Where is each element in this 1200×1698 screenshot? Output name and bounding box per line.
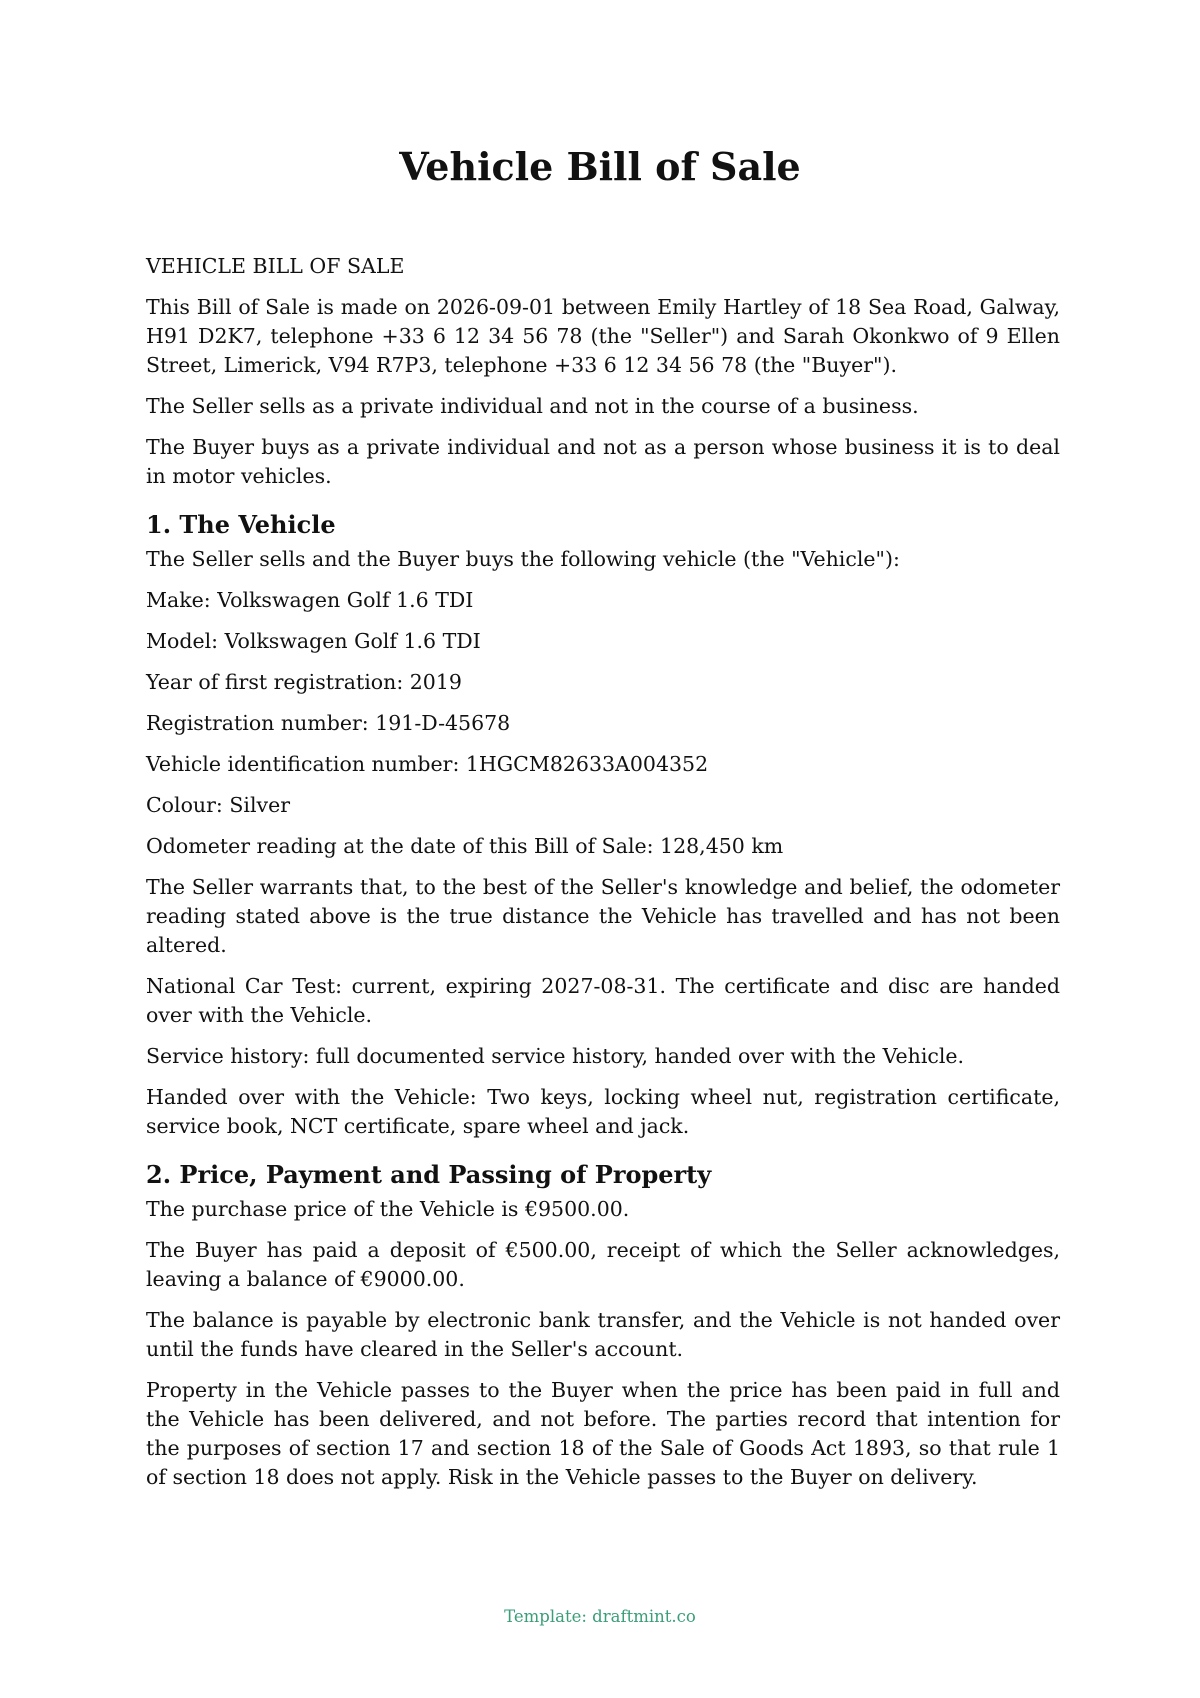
document-body [146, 252, 1060, 1504]
caps-heading: VEHICLE BILL OF SALE [146, 254, 405, 278]
seller-status-paragraph: The Seller sells as a private individual and not in the course of a business. [146, 394, 919, 418]
vehicle-registration: Registration number: 191-D-45678 [146, 711, 511, 735]
handover-items: Handed over with the Vehicle: Two keys, locking wheel nut, registration certificate, service book, NCT certificate, spare wheel and jack. [146, 1085, 1060, 1138]
document-title: Vehicle Bill of Sale [399, 144, 801, 189]
nct-status: National Car Test: current, expiring 2027-08-31. The certificate and disc are handed over with the Vehicle. [146, 974, 1060, 1027]
vehicle-vin: Vehicle identification number: 1HGCM82633A004352 [146, 752, 709, 776]
vehicle-colour: Colour: Silver [146, 793, 291, 817]
vehicle-odometer: Odometer reading at the date of this Bill of Sale: 128,450 km [146, 834, 784, 858]
service-history: Service history: full documented service history, handed over with the Vehicle. [146, 1044, 965, 1068]
odometer-warranty: The Seller warrants that, to the best of the Seller's knowledge and belief, the odometer reading stated above is the true distance the Vehicle has travelled and has not been altered. [146, 875, 1060, 957]
intro-paragraph: This Bill of Sale is made on 2026-09-01 between Emily Hartley of 18 Sea Road, Galway, H91 D2K7, telephone +33 6 12 34 56 78 (the "Seller") and Sarah Okonkwo of 9 Ellen Street, Limerick, V94 R7P3, telephone +33 6 12 34 56 78 (the "Buyer"). [146, 295, 1060, 377]
purchase-price: The purchase price of the Vehicle is €9500.00. [146, 1197, 630, 1221]
vehicle-make: Make: Volkswagen Golf 1.6 TDI [146, 588, 474, 612]
deposit-paragraph: The Buyer has paid a deposit of €500.00, receipt of which the Seller acknowledges, leaving a balance of €9000.00. [146, 1238, 1060, 1291]
property-passing: Property in the Vehicle passes to the Buyer when the price has been paid in full and the Vehicle has been delivered, and not before. The parties record that intention for the purposes of section 17 and section 18 of the Sale of Goods Act 1893, so that rule 1 of section 18 does not apply. Risk in the Vehicle passes to the Buyer on delivery. [146, 1378, 1060, 1489]
vehicle-year: Year of first registration: 2019 [146, 670, 462, 694]
buyer-status-paragraph: The Buyer buys as a private individual and not as a person whose business it is to deal in motor vehicles. [146, 435, 1060, 488]
section-heading-vehicle: 1. The Vehicle [146, 510, 336, 539]
section-heading-price: 2. Price, Payment and Passing of Property [146, 1160, 712, 1189]
template-footer: Template: draftmint.co [504, 1607, 696, 1626]
vehicle-intro: The Seller sells and the Buyer buys the following vehicle (the "Vehicle"): [146, 547, 900, 571]
vehicle-model: Model: Volkswagen Golf 1.6 TDI [146, 629, 481, 653]
balance-payment: The balance is payable by electronic bank transfer, and the Vehicle is not handed over until the funds have cleared in the Seller's account. [146, 1308, 1060, 1361]
